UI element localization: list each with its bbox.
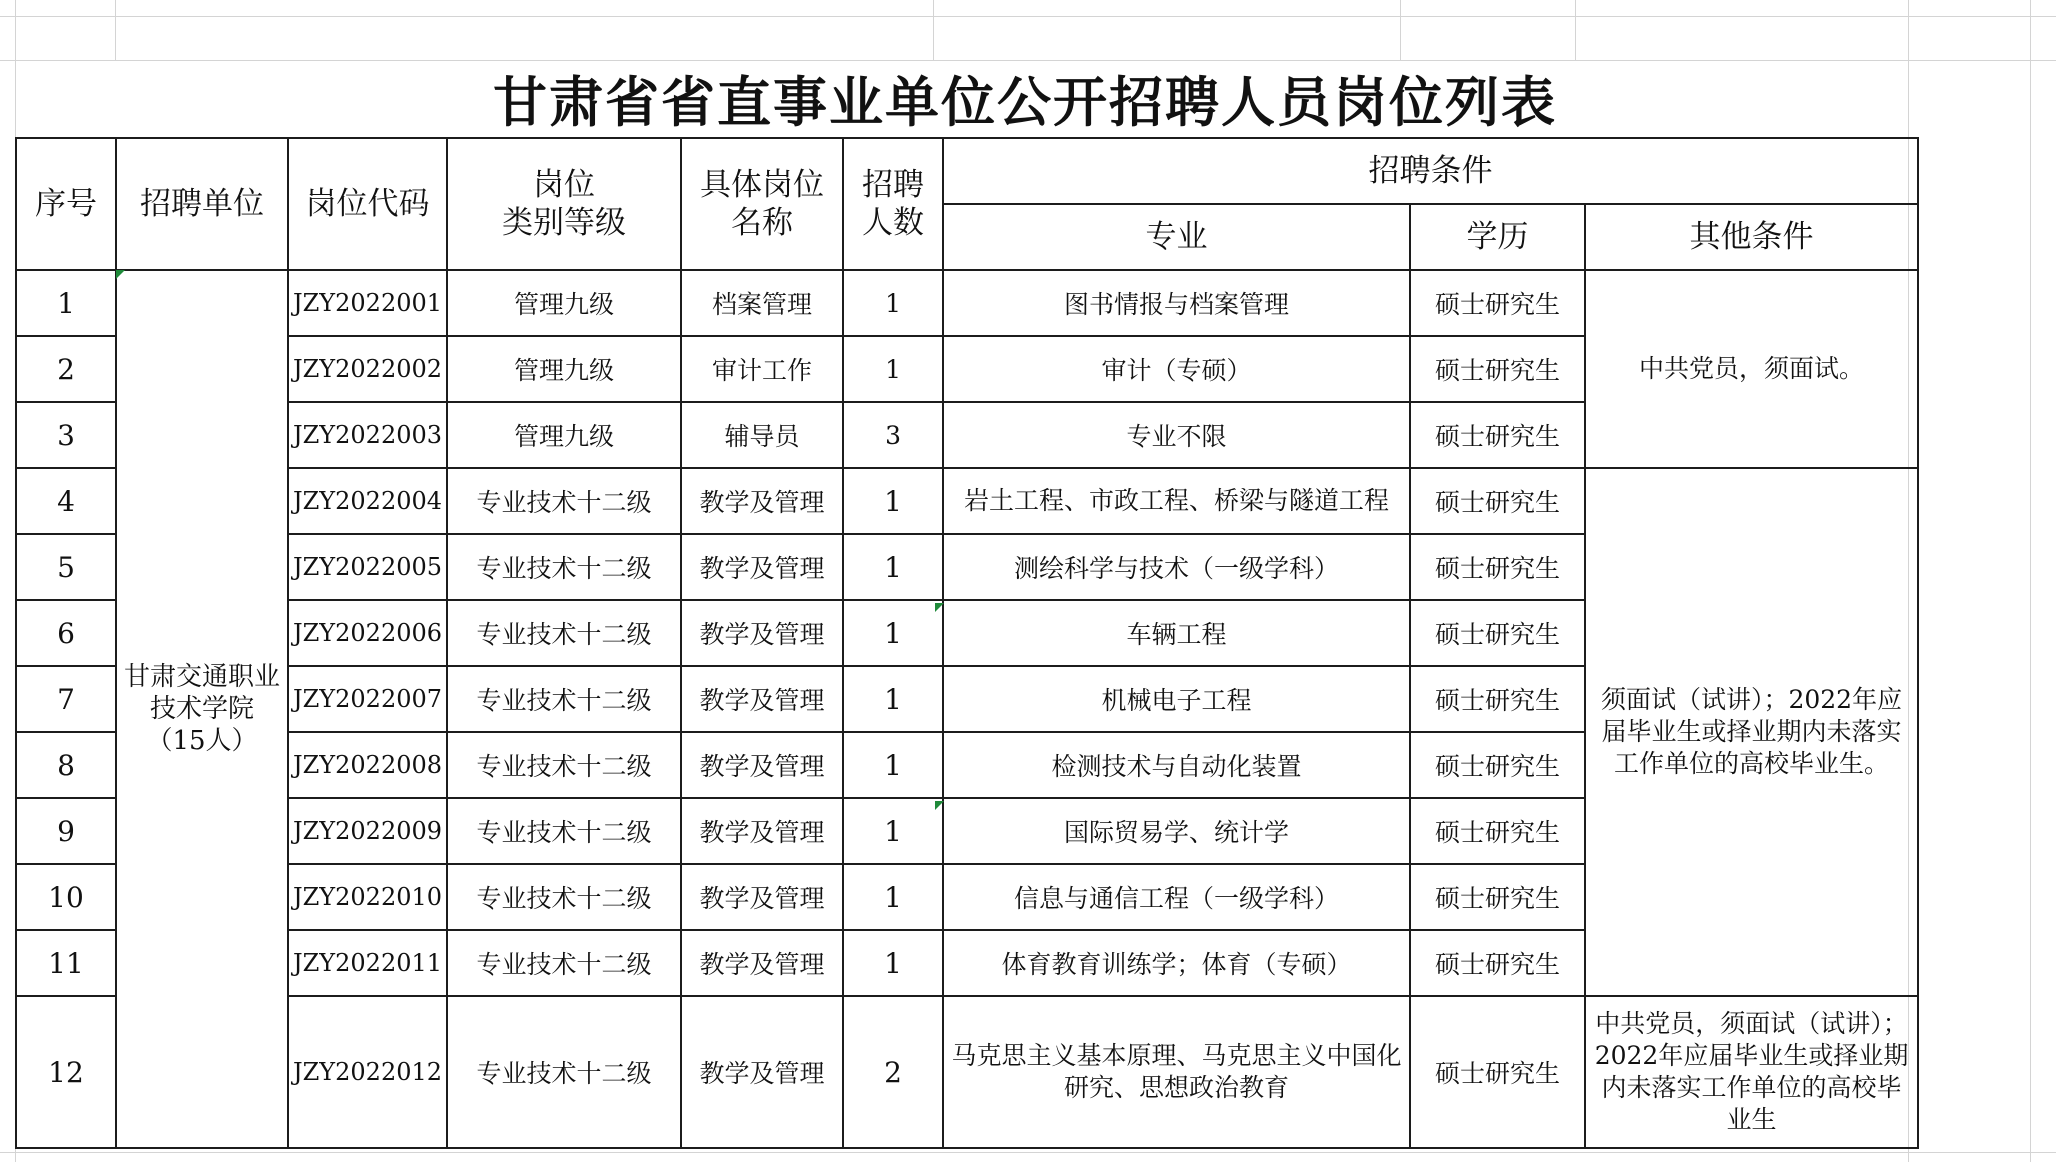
education-cell: 硕士研究生 bbox=[1410, 864, 1585, 930]
code-cell: JZY2022004 bbox=[288, 468, 447, 534]
header-position: 具体岗位 名称 bbox=[681, 138, 843, 270]
code-cell: JZY2022007 bbox=[288, 666, 447, 732]
gridline bbox=[933, 0, 934, 60]
position-cell: 教学及管理 bbox=[681, 996, 843, 1148]
seq-cell: 3 bbox=[16, 402, 116, 468]
count-cell: 1 bbox=[843, 600, 943, 666]
position-cell: 审计工作 bbox=[681, 336, 843, 402]
position-cell: 教学及管理 bbox=[681, 930, 843, 996]
major-cell: 审计（专硕） bbox=[943, 336, 1410, 402]
category-cell: 专业技术十二级 bbox=[447, 534, 681, 600]
position-cell: 教学及管理 bbox=[681, 600, 843, 666]
seq-cell: 4 bbox=[16, 468, 116, 534]
category-cell: 专业技术十二级 bbox=[447, 864, 681, 930]
header-category: 岗位 类别等级 bbox=[447, 138, 681, 270]
position-cell: 档案管理 bbox=[681, 270, 843, 336]
seq-cell: 9 bbox=[16, 798, 116, 864]
count-cell: 1 bbox=[843, 732, 943, 798]
position-cell: 辅导员 bbox=[681, 402, 843, 468]
category-cell: 专业技术十二级 bbox=[447, 732, 681, 798]
category-cell: 专业技术十二级 bbox=[447, 798, 681, 864]
category-cell: 管理九级 bbox=[447, 336, 681, 402]
education-cell: 硕士研究生 bbox=[1410, 798, 1585, 864]
count-cell: 3 bbox=[843, 402, 943, 468]
seq-cell: 5 bbox=[16, 534, 116, 600]
page-title: 甘肃省省直事业单位公开招聘人员岗位列表 bbox=[16, 60, 1918, 138]
education-cell: 硕士研究生 bbox=[1410, 336, 1585, 402]
position-cell: 教学及管理 bbox=[681, 864, 843, 930]
major-cell: 车辆工程 bbox=[943, 600, 1410, 666]
code-cell: JZY2022012 bbox=[288, 996, 447, 1148]
category-cell: 专业技术十二级 bbox=[447, 600, 681, 666]
header-education: 学历 bbox=[1410, 204, 1585, 270]
seq-cell: 7 bbox=[16, 666, 116, 732]
category-cell: 专业技术十二级 bbox=[447, 468, 681, 534]
position-cell: 教学及管理 bbox=[681, 798, 843, 864]
seq-cell: 8 bbox=[16, 732, 116, 798]
education-cell: 硕士研究生 bbox=[1410, 930, 1585, 996]
count-cell: 1 bbox=[843, 534, 943, 600]
education-cell: 硕士研究生 bbox=[1410, 600, 1585, 666]
count-cell: 1 bbox=[843, 336, 943, 402]
count-cell: 2 bbox=[843, 996, 943, 1148]
education-cell: 硕士研究生 bbox=[1410, 996, 1585, 1148]
code-cell: JZY2022002 bbox=[288, 336, 447, 402]
header-unit: 招聘单位 bbox=[116, 138, 288, 270]
header-major: 专业 bbox=[943, 204, 1410, 270]
code-cell: JZY2022003 bbox=[288, 402, 447, 468]
position-cell: 教学及管理 bbox=[681, 534, 843, 600]
count-cell: 1 bbox=[843, 270, 943, 336]
gridline bbox=[1400, 0, 1401, 60]
education-cell: 硕士研究生 bbox=[1410, 666, 1585, 732]
count-cell: 1 bbox=[843, 468, 943, 534]
cell-marker-icon bbox=[935, 801, 944, 810]
code-cell: JZY2022011 bbox=[288, 930, 447, 996]
education-cell: 硕士研究生 bbox=[1410, 402, 1585, 468]
table-row bbox=[16, 468, 1918, 534]
seq-cell: 1 bbox=[16, 270, 116, 336]
header-other: 其他条件 bbox=[1585, 204, 1918, 270]
major-cell: 体育教育训练学；体育（专硕） bbox=[943, 930, 1410, 996]
code-cell: JZY2022009 bbox=[288, 798, 447, 864]
cell-marker-icon bbox=[935, 603, 944, 612]
major-cell: 检测技术与自动化装置 bbox=[943, 732, 1410, 798]
education-cell: 硕士研究生 bbox=[1410, 732, 1585, 798]
major-cell: 马克思主义基本原理、马克思主义中国化研究、思想政治教育 bbox=[943, 996, 1410, 1148]
position-cell: 教学及管理 bbox=[681, 666, 843, 732]
count-cell: 1 bbox=[843, 798, 943, 864]
recruitment-table bbox=[15, 60, 1919, 1149]
category-cell: 管理九级 bbox=[447, 270, 681, 336]
category-cell: 专业技术十二级 bbox=[447, 666, 681, 732]
code-cell: JZY2022001 bbox=[288, 270, 447, 336]
gridline bbox=[1575, 0, 1576, 60]
major-cell: 信息与通信工程（一级学科） bbox=[943, 864, 1410, 930]
major-cell: 岩土工程、市政工程、桥梁与隧道工程 bbox=[943, 468, 1410, 534]
header-count: 招聘 人数 bbox=[843, 138, 943, 270]
other-conditions-cell: 中共党员，须面试。 bbox=[1585, 270, 1918, 468]
table-row bbox=[16, 996, 1918, 1148]
seq-cell: 12 bbox=[16, 996, 116, 1148]
code-cell: JZY2022005 bbox=[288, 534, 447, 600]
unit-cell: 甘肃交通职业技术学院（15人） bbox=[116, 270, 288, 1148]
position-cell: 教学及管理 bbox=[681, 468, 843, 534]
gridline bbox=[0, 16, 2056, 17]
count-cell: 1 bbox=[843, 864, 943, 930]
gridline bbox=[0, 1152, 2056, 1153]
other-conditions-cell: 须面试（试讲）；2022年应届毕业生或择业期内未落实工作单位的高校毕业生。 bbox=[1585, 468, 1918, 996]
table-row bbox=[16, 270, 1918, 336]
category-cell: 专业技术十二级 bbox=[447, 930, 681, 996]
code-cell: JZY2022008 bbox=[288, 732, 447, 798]
education-cell: 硕士研究生 bbox=[1410, 468, 1585, 534]
count-cell: 1 bbox=[843, 930, 943, 996]
header-code: 岗位代码 bbox=[288, 138, 447, 270]
seq-cell: 2 bbox=[16, 336, 116, 402]
code-cell: JZY2022006 bbox=[288, 600, 447, 666]
code-cell: JZY2022010 bbox=[288, 864, 447, 930]
other-conditions-cell: 中共党员，须面试（试讲）；2022年应届毕业生或择业期内未落实工作单位的高校毕业生 bbox=[1585, 996, 1918, 1148]
education-cell: 硕士研究生 bbox=[1410, 270, 1585, 336]
category-cell: 专业技术十二级 bbox=[447, 996, 681, 1148]
seq-cell: 10 bbox=[16, 864, 116, 930]
header-conditions: 招聘条件 bbox=[943, 138, 1918, 204]
major-cell: 专业不限 bbox=[943, 402, 1410, 468]
position-cell: 教学及管理 bbox=[681, 732, 843, 798]
major-cell: 机械电子工程 bbox=[943, 666, 1410, 732]
cell-marker-icon bbox=[116, 270, 125, 279]
major-cell: 图书情报与档案管理 bbox=[943, 270, 1410, 336]
major-cell: 国际贸易学、统计学 bbox=[943, 798, 1410, 864]
gridline bbox=[2030, 0, 2031, 1162]
education-cell: 硕士研究生 bbox=[1410, 534, 1585, 600]
header-seq: 序号 bbox=[16, 138, 116, 270]
seq-cell: 6 bbox=[16, 600, 116, 666]
gridline bbox=[115, 0, 116, 60]
category-cell: 管理九级 bbox=[447, 402, 681, 468]
major-cell: 测绘科学与技术（一级学科） bbox=[943, 534, 1410, 600]
seq-cell: 11 bbox=[16, 930, 116, 996]
count-cell: 1 bbox=[843, 666, 943, 732]
